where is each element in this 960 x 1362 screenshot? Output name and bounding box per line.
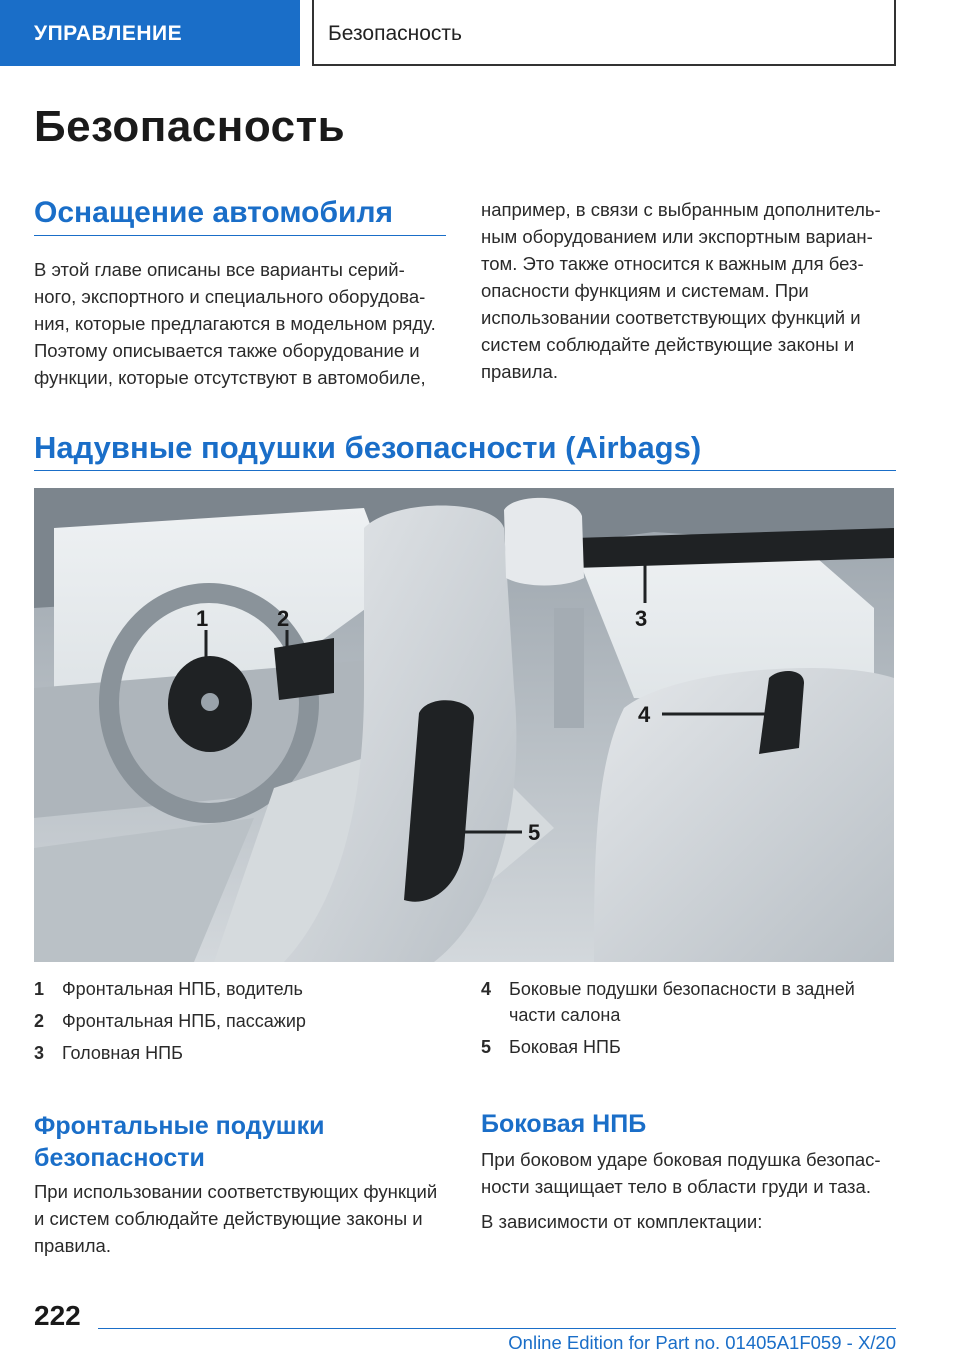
callout-3: 3	[635, 606, 648, 631]
text-line: использовании соответствующих функций и	[481, 307, 861, 328]
heading-frontal-airbags	[34, 1110, 454, 1174]
equipment-text-left	[34, 256, 454, 391]
legend-number: 1	[34, 979, 45, 999]
footer-edition: Online Edition for Part no. 01405A1F059 - X/20	[508, 1332, 896, 1353]
callout-2: 2	[277, 606, 290, 631]
header-section-tab[interactable]: УПРАВЛЕНИЕ	[0, 0, 300, 66]
legend-number: 4	[481, 979, 492, 999]
callout-4: 4	[638, 702, 651, 727]
text-line: ного, экспортного и специального оборудова-	[34, 286, 426, 307]
legend-number: 2	[34, 1011, 45, 1031]
heading-side-airbag: Боковая НПБ	[481, 1110, 647, 1138]
footer-rule	[98, 1328, 896, 1329]
b-pillar	[554, 608, 584, 728]
legend-text: Боковые подушки безопасности в задней части салона	[509, 979, 855, 1025]
legend-item	[34, 976, 454, 1002]
text-line: В зависимости от комплектации:	[481, 1211, 763, 1232]
legend-right	[481, 976, 896, 1066]
callout-5: 5	[528, 820, 541, 845]
legend-item	[481, 1034, 896, 1060]
heading-line: безопасности	[34, 1144, 205, 1172]
legend-number: 5	[481, 1037, 492, 1057]
text-line: том. Это также относится к важным для без-	[481, 253, 864, 274]
airbag-illustration	[34, 488, 894, 962]
heading-equipment: Оснащение автомобиля	[34, 196, 394, 229]
side-text	[481, 1146, 911, 1235]
heading-airbags-rule	[34, 470, 896, 471]
legend-item	[481, 976, 896, 1028]
heading-equipment-rule	[34, 235, 446, 236]
page-number: 222	[34, 1300, 81, 1331]
text-line: правила.	[481, 361, 558, 382]
text-line: ния, которые предлагаются в модельном ряду.	[34, 313, 436, 334]
text-line: систем соблюдайте действующие законы и	[481, 334, 855, 355]
text-line: При использовании соответствующих функций	[34, 1181, 438, 1202]
text-line: опасности функциям и системам. При	[481, 280, 809, 301]
legend-text: Боковая НПБ	[509, 1037, 621, 1057]
equipment-text-right	[481, 196, 901, 385]
text-line: правила.	[34, 1235, 111, 1256]
legend-text: Фронтальная НПБ, водитель	[62, 979, 303, 999]
text-line: При боковом ударе боковая подушка безопас-	[481, 1149, 881, 1170]
headrest	[504, 498, 584, 586]
text-line: и систем соблюдайте действующие законы и	[34, 1208, 423, 1229]
page-title: Безопасность	[34, 102, 346, 151]
legend-left	[34, 976, 454, 1072]
text-line: функции, которые отсутствуют в автомобиле,	[34, 367, 426, 388]
legend-number: 3	[34, 1043, 45, 1063]
text-line: например, в связи с выбранным дополнитель-	[481, 199, 881, 220]
text-line: ным оборудованием или экспортным вариан-	[481, 226, 873, 247]
steering-logo-icon	[201, 693, 219, 711]
legend-item	[34, 1040, 454, 1066]
text-line: Поэтому описывается также оборудование и	[34, 340, 420, 361]
airbag-illustration-svg	[34, 488, 894, 962]
heading-airbags: Надувные подушки безопасности (Airbags)	[34, 430, 702, 465]
text-line: ности защищает тело в области груди и таза.	[481, 1176, 871, 1197]
heading-line: Фронтальные подушки	[34, 1112, 325, 1140]
legend-text: Головная НПБ	[62, 1043, 183, 1063]
callout-1: 1	[196, 606, 209, 631]
header-chapter-title: Безопасность	[312, 0, 896, 66]
passenger-airbag-zone	[274, 638, 334, 700]
legend-text: Фронтальная НПБ, пассажир	[62, 1011, 306, 1031]
legend-item	[34, 1008, 454, 1034]
frontal-text	[34, 1178, 464, 1259]
text-line: В этой главе описаны все варианты серий-	[34, 259, 405, 280]
